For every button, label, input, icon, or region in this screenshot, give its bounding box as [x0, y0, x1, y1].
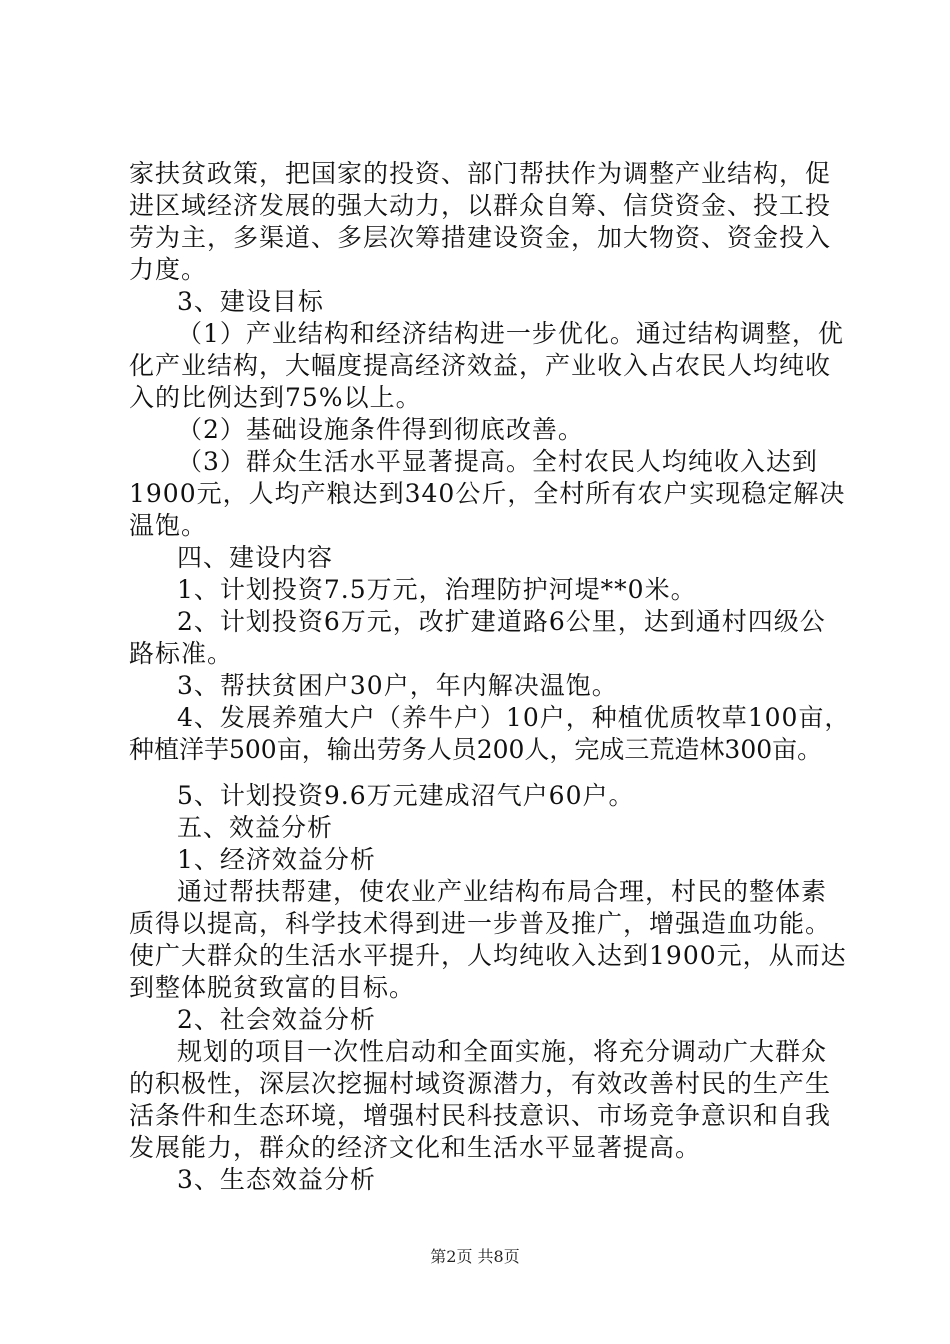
text-line: 通过帮扶帮建，使农业产业结构布局合理，村民的整体素: [177, 877, 828, 906]
text-line: 温饱。: [129, 511, 208, 540]
section-heading: 3、建设目标: [177, 287, 324, 316]
text-line: 化产业结构，大幅度提高经济效益，产业收入占农民人均纯收: [129, 351, 832, 380]
text-line: 路标准。: [129, 639, 234, 668]
text-line: 1900元，人均产粮达到340公斤，全村所有农户实现稳定解决: [129, 479, 846, 508]
text-line: 发展能力，群众的经济文化和生活水平显著提高。: [129, 1133, 702, 1162]
text-line: （3）群众生活水平显著提高。全村农民人均纯收入达到: [177, 447, 818, 476]
text-line: 家扶贫政策，把国家的投资、部门帮扶作为调整产业结构，促: [129, 159, 832, 188]
text-line: 到整体脱贫致富的目标。: [129, 973, 416, 1002]
text-line: 使广大群众的生活水平提升，人均纯收入达到1900元，从而达: [129, 941, 847, 970]
section-heading: 2、社会效益分析: [177, 1005, 376, 1034]
text-line: （1）产业结构和经济结构进一步优化。通过结构调整，优: [177, 319, 844, 348]
section-heading: 1、经济效益分析: [177, 845, 376, 874]
section-heading: 3、生态效益分析: [177, 1165, 376, 1194]
text-line: 种植洋芋500亩，输出劳务人员200人，完成三荒造林300亩。: [129, 735, 823, 764]
text-line: 劳为主，多渠道、多层次筹措建设资金，加大物资、资金投入: [129, 223, 832, 252]
text-line: 进区域经济发展的强大动力，以群众自筹、信贷资金、投工投: [129, 191, 832, 220]
text-line: 的积极性，深层次挖掘村域资源潜力，有效改善村民的生产生: [129, 1069, 832, 1098]
text-line: 质得以提高，科学技术得到进一步普及推广，增强造血功能。: [129, 909, 832, 938]
text-line: 活条件和生态环境，增强村民科技意识、市场竞争意识和自我: [129, 1101, 832, 1130]
text-line: 2、计划投资6万元，改扩建道路6公里，达到通村四级公: [177, 607, 826, 636]
section-heading: 四、建设内容: [177, 543, 334, 572]
text-line: 3、帮扶贫困户30户，年内解决温饱。: [177, 671, 618, 700]
text-line: 入的比例达到75%以上。: [129, 383, 422, 412]
text-line: 力度。: [129, 255, 208, 284]
page-footer: 第2页 共8页: [430, 1247, 520, 1266]
text-line: 规划的项目一次性启动和全面实施，将充分调动广大群众: [177, 1037, 828, 1066]
text-line: （2）基础设施条件得到彻底改善。: [177, 415, 584, 444]
text-line: 5、计划投资9.6万元建成沼气户60户。: [177, 781, 635, 810]
text-line: 4、发展养殖大户（养牛户）10户，种植优质牧草100亩，: [177, 703, 851, 732]
text-line: 1、计划投资7.5万元，治理防护河堤**0米。: [177, 575, 697, 604]
section-heading: 五、效益分析: [177, 813, 334, 842]
